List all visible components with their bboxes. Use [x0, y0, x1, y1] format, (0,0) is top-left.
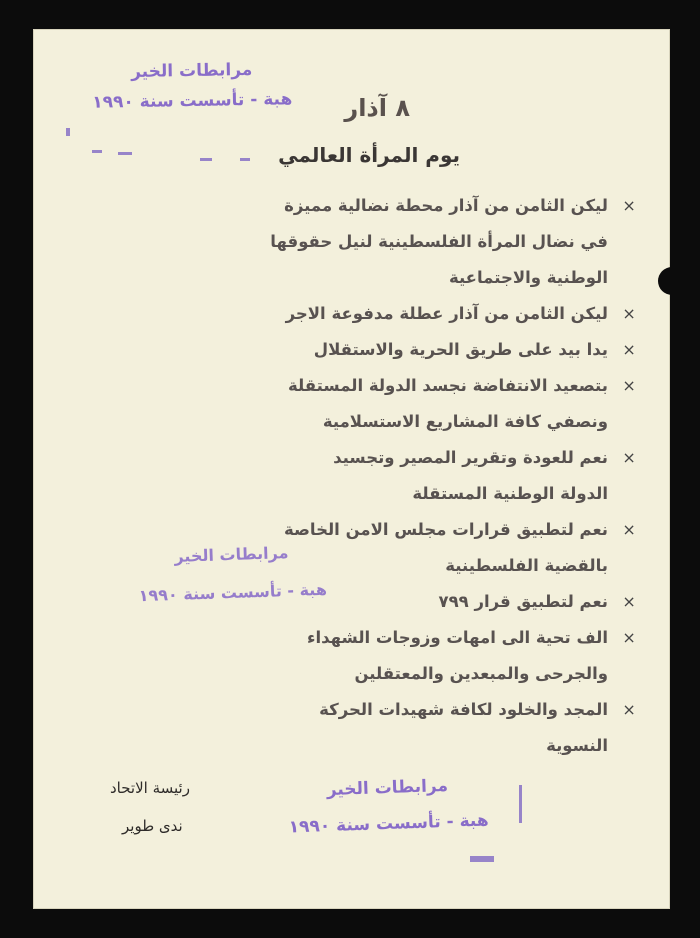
ink-mark [92, 150, 102, 153]
stamp-bottom-line2: هبة - تأسست سنة ١٩٩٠ [288, 810, 489, 838]
item-line: النسوية [546, 736, 608, 755]
bullet-x-icon: × [622, 448, 636, 467]
page-subtitle: يوم المرأة العالمي [278, 143, 460, 167]
item-line: نعم لتطبيق قرار ٧٩٩ [438, 592, 608, 611]
item-line: ليكن الثامن من آذار محطة نضالية مميزة [284, 196, 608, 215]
item-line: ليكن الثامن من آذار عطلة مدفوعة الاجر [285, 304, 608, 323]
list-item [68, 692, 636, 764]
list-item [68, 188, 636, 296]
bullet-x-icon: × [622, 196, 636, 215]
item-line: في نضال المرأة الفلسطينية لنيل حقوقها [270, 232, 608, 251]
ink-mark [200, 158, 212, 161]
ink-mark [519, 785, 522, 823]
item-line: ونصفي كافة المشاريع الاستسلامية [322, 412, 608, 431]
ink-mark [470, 856, 494, 862]
item-line: نعم لتطبيق قرارات مجلس الامن الخاصة [283, 520, 608, 539]
bullet-x-icon: × [622, 376, 636, 395]
item-line: المجد والخلود لكافة شهيدات الحركة [319, 700, 608, 719]
page-title: ٨ آذار [344, 94, 410, 122]
signature-name: ندى طوير [122, 817, 183, 835]
ink-mark [118, 152, 132, 155]
stamp-top-line1: مرابطات الخير [130, 59, 253, 83]
item-line: والجرحى والمبعدين والمعتقلين [354, 664, 608, 683]
bullet-x-icon: × [622, 592, 636, 611]
signature-role: رئيسة الاتحاد [110, 779, 190, 797]
punch-hole [658, 267, 686, 295]
item-line: الدولة الوطنية المستقلة [412, 484, 608, 503]
list-item [68, 296, 636, 332]
stamp-middle-line2: هبة - تأسست سنة ١٩٩٠ [138, 579, 328, 606]
ink-mark [240, 158, 250, 161]
item-line: نعم للعودة وتقرير المصير وتجسيد [333, 448, 608, 467]
list-item [68, 368, 636, 440]
list-item [68, 620, 636, 692]
item-line: يدا بيد على طريق الحرية والاستقلال [313, 340, 608, 359]
item-line: بتصعيد الانتفاضة نجسد الدولة المستقلة [288, 376, 608, 395]
list-item [68, 440, 636, 512]
bullet-x-icon: × [622, 304, 636, 323]
bullet-x-icon: × [622, 520, 636, 539]
list-item [68, 332, 636, 368]
stamp-top [91, 54, 292, 117]
stamp-bottom [287, 767, 489, 846]
item-line: الف تحية الى امهات وزوجات الشهداء [307, 628, 608, 647]
stamp-middle [137, 533, 328, 616]
bullet-x-icon: × [622, 340, 636, 359]
stamp-top-line2: هبة - تأسست سنة ١٩٩٠ [92, 89, 293, 113]
stamp-bottom-line1: مرابطات الخير [326, 775, 449, 801]
item-line: بالقضية الفلسطينية [445, 556, 608, 575]
slogans-list [68, 188, 636, 764]
ink-mark [66, 128, 70, 136]
item-line: الوطنية والاجتماعية [448, 268, 608, 287]
bullet-x-icon: × [622, 628, 636, 647]
bullet-x-icon: × [622, 700, 636, 719]
stamp-middle-line1: مرابطات الخير [174, 543, 289, 566]
